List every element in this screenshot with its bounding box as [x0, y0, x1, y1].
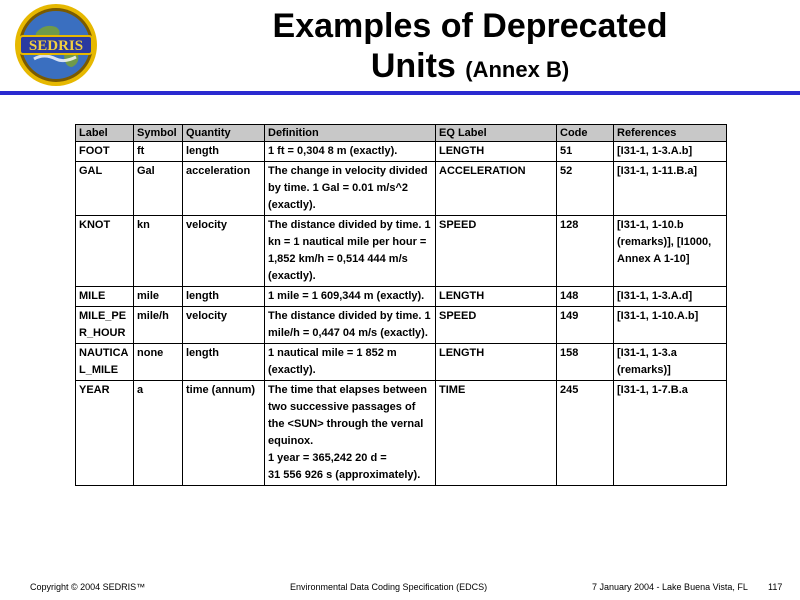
cell-references: [I31-1, 1-11.B.a]: [614, 162, 727, 216]
cell-eq-label: SPEED: [436, 307, 557, 344]
table-row: [76, 216, 727, 287]
cell-references: [I31-1, 1-3.A.d]: [614, 287, 727, 307]
table-row: [76, 344, 727, 381]
cell-quantity: length: [183, 142, 265, 162]
cell-code: 149: [557, 307, 614, 344]
cell-label: KNOT: [76, 216, 134, 287]
cell-symbol: mile: [134, 287, 183, 307]
footer-page-number: 117: [768, 582, 783, 592]
title-units: Units: [370, 47, 456, 85]
cell-symbol: ft: [134, 142, 183, 162]
cell-code: 128: [557, 216, 614, 287]
header-symbol: Symbol: [134, 125, 183, 142]
cell-references: [I31-1, 1-7.B.a: [614, 381, 727, 486]
cell-code: 51: [557, 142, 614, 162]
cell-eq-label: LENGTH: [436, 142, 557, 162]
cell-definition: The change in velocity divided by time. 1 Gal = 0.01 m/s^2 (exactly).: [265, 162, 436, 216]
cell-symbol: mile/h: [134, 307, 183, 344]
cell-label: FOOT: [76, 142, 134, 162]
header-label: Label: [76, 125, 134, 142]
cell-label: GAL: [76, 162, 134, 216]
cell-references: [I31-1, 1-3.A.b]: [614, 142, 727, 162]
table-row: [76, 381, 727, 486]
footer-copyright: Copyright © 2004 SEDRIS™: [30, 582, 146, 592]
cell-eq-label: SPEED: [436, 216, 557, 287]
header-quantity: Quantity: [183, 125, 265, 142]
cell-label: MILE: [76, 287, 134, 307]
table-row: [76, 162, 727, 216]
cell-quantity: velocity: [183, 307, 265, 344]
cell-label: YEAR: [76, 381, 134, 486]
footer-spec-title: Environmental Data Coding Specification (EDCS): [290, 582, 488, 592]
cell-code: 245: [557, 381, 614, 486]
cell-references: [I31-1, 1-10.b (remarks)], [I1000, Annex A 1-10]: [614, 216, 727, 287]
cell-symbol: a: [134, 381, 183, 486]
cell-definition: The distance divided by time. 1 mile/h = 0,447 04 m/s (exactly).: [265, 307, 436, 344]
title-divider: [0, 91, 800, 95]
cell-quantity: length: [183, 287, 265, 307]
deprecated-units-table: [75, 124, 727, 486]
header-code: Code: [557, 125, 614, 142]
cell-definition: The time that elapses between two successive passages of the <SUN> through the vernal equinox. 1 year = 365,242 20 d = 31 556 926 s (approximately).: [265, 381, 436, 486]
cell-eq-label: LENGTH: [436, 344, 557, 381]
cell-symbol: kn: [134, 216, 183, 287]
page-title: [190, 6, 750, 90]
cell-quantity: velocity: [183, 216, 265, 287]
title-line-2: [190, 46, 750, 90]
cell-definition: 1 nautical mile = 1 852 m (exactly).: [265, 344, 436, 381]
footer-date-location: 7 January 2004 - Lake Buena Vista, FL: [592, 582, 748, 592]
cell-references: [I31-1, 1-10.A.b]: [614, 307, 727, 344]
cell-label: MILE_PER_HOUR: [76, 307, 134, 344]
table-header-row: [76, 125, 727, 142]
title-annex: (Annex B): [465, 57, 570, 82]
cell-code: 148: [557, 287, 614, 307]
cell-eq-label: ACCELERATION: [436, 162, 557, 216]
cell-quantity: length: [183, 344, 265, 381]
cell-references: [I31-1, 1-3.a (remarks)]: [614, 344, 727, 381]
header-eq-label: EQ Label: [436, 125, 557, 142]
header-definition: Definition: [265, 125, 436, 142]
cell-definition: 1 ft = 0,304 8 m (exactly).: [265, 142, 436, 162]
title-line-1: Examples of Deprecated: [272, 7, 668, 45]
cell-quantity: acceleration: [183, 162, 265, 216]
cell-definition: The distance divided by time. 1 kn = 1 nautical mile per hour = 1,852 km/h = 0,514 444 m/s (exactly).: [265, 216, 436, 287]
cell-symbol: none: [134, 344, 183, 381]
table-row: [76, 307, 727, 344]
logo-text: SEDRIS: [28, 38, 84, 54]
header-references: References: [614, 125, 727, 142]
cell-code: 52: [557, 162, 614, 216]
cell-eq-label: TIME: [436, 381, 557, 486]
cell-definition: 1 mile = 1 609,344 m (exactly).: [265, 287, 436, 307]
table-row: [76, 287, 727, 307]
cell-quantity: time (annum): [183, 381, 265, 486]
cell-symbol: Gal: [134, 162, 183, 216]
cell-label: NAUTICAL_MILE: [76, 344, 134, 381]
cell-code: 158: [557, 344, 614, 381]
cell-eq-label: LENGTH: [436, 287, 557, 307]
table-row: [76, 142, 727, 162]
sedris-logo: [14, 3, 98, 87]
